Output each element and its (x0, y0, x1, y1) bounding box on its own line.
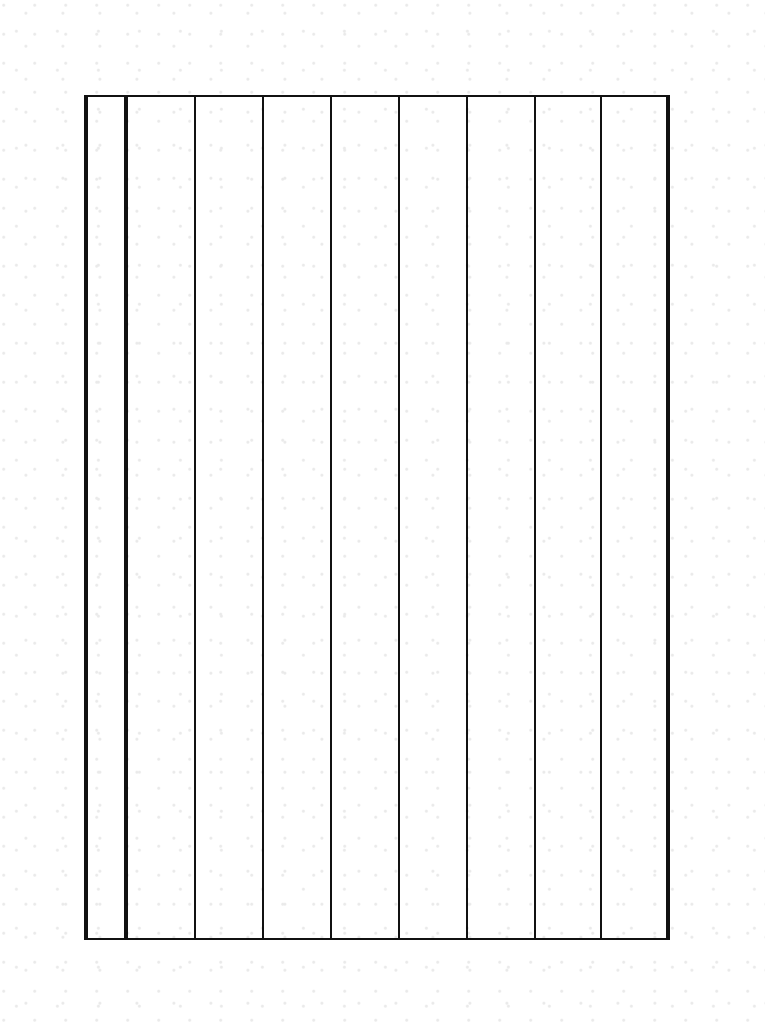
text-column-3-content (400, 141, 466, 912)
text-column-5-content (264, 141, 330, 912)
text-column-1-content (536, 141, 600, 912)
page-frame (84, 95, 670, 940)
text-column-3 (398, 97, 466, 938)
text-column-7-content (128, 141, 194, 912)
margin-page-number (88, 832, 126, 902)
text-column-7 (126, 97, 194, 938)
text-column-2-content (468, 141, 534, 912)
margin-title (88, 105, 126, 355)
text-column-4-content (332, 141, 398, 912)
text-column-2 (466, 97, 534, 938)
margin-subtitle (88, 527, 126, 737)
text-column-5 (262, 97, 330, 938)
text-column-4 (330, 97, 398, 938)
left-margin-strip (88, 97, 126, 938)
text-column-1 (534, 97, 602, 938)
text-column-6 (194, 97, 262, 938)
text-column-6-content (196, 141, 262, 912)
text-columns (126, 97, 666, 938)
